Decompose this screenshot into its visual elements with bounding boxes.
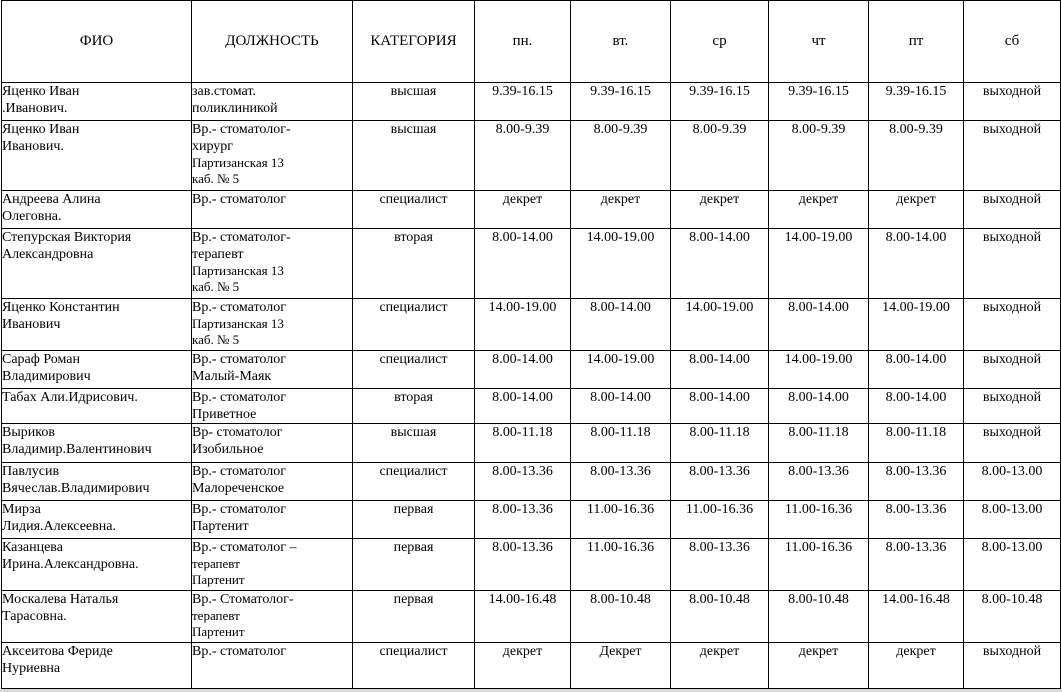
cell-fio	[2, 191, 192, 229]
position-line: каб. № 5	[192, 279, 240, 294]
cell-category: высшая	[353, 121, 475, 191]
cell-friday: 14.00-19.00	[869, 299, 964, 351]
cell-tuesday: Декрет	[571, 643, 671, 689]
cell-monday: 8.00-11.18	[475, 424, 571, 463]
table-row	[2, 83, 1061, 121]
table-row	[2, 121, 1061, 191]
cell-category: первая	[353, 501, 475, 539]
fio-line: Москалева Наталья	[2, 592, 119, 607]
cell-category: специалист	[353, 351, 475, 389]
position-line: Вр.- стоматолог	[192, 352, 286, 367]
cell-thursday: 8.00-10.48	[769, 591, 869, 643]
cell-wednesday: 8.00-13.36	[671, 539, 769, 591]
position-line: зав.стомат.	[192, 84, 256, 99]
position-line: хирург	[192, 139, 234, 154]
schedule-body	[2, 83, 1061, 689]
table-row	[2, 299, 1061, 351]
cell-wednesday: декрет	[671, 191, 769, 229]
position-line: Вр.- стоматолог	[192, 390, 286, 405]
header-monday: пн.	[475, 1, 571, 83]
cell-category: специалист	[353, 463, 475, 501]
cell-thursday: 14.00-19.00	[769, 229, 869, 299]
cell-friday: 8.00-14.00	[869, 389, 964, 424]
cell-category: вторая	[353, 229, 475, 299]
cell-wednesday: 8.00-11.18	[671, 424, 769, 463]
cell-position	[192, 591, 353, 643]
table-row	[2, 191, 1061, 229]
cell-position	[192, 643, 353, 689]
header-position: ДОЛЖНОСТЬ	[192, 1, 353, 83]
fio-line: Олеговна.	[2, 209, 62, 224]
cell-monday: 8.00-9.39	[475, 121, 571, 191]
position-line: Вр.- Стоматолог-	[192, 592, 294, 607]
position-line: Партенит	[192, 624, 245, 639]
header-row	[2, 1, 1061, 83]
cell-wednesday: 8.00-10.48	[671, 591, 769, 643]
cell-fio	[2, 229, 192, 299]
cell-fio	[2, 591, 192, 643]
position-line: терапевт	[192, 247, 244, 262]
position-line: Изобильное	[192, 442, 264, 457]
cell-position	[192, 389, 353, 424]
position-line: Вр- стоматолог	[192, 425, 283, 440]
position-line: терапевт	[192, 608, 240, 623]
cell-friday: 8.00-14.00	[869, 351, 964, 389]
position-line: Вр.- стоматолог-	[192, 230, 291, 245]
position-line: Малый-Маяк	[192, 369, 272, 384]
cell-saturday: выходной	[964, 389, 1061, 424]
table-row	[2, 591, 1061, 643]
cell-tuesday: 8.00-11.18	[571, 424, 671, 463]
cell-position	[192, 501, 353, 539]
fio-line: Мирза	[2, 502, 41, 517]
cell-monday: 9.39-16.15	[475, 83, 571, 121]
header-fio: ФИО	[2, 1, 192, 83]
cell-friday: 8.00-13.36	[869, 501, 964, 539]
header-thursday: чт	[769, 1, 869, 83]
cell-saturday: 8.00-13.00	[964, 463, 1061, 501]
cell-monday: 14.00-16.48	[475, 591, 571, 643]
position-line: Вр.- стоматолог	[192, 644, 286, 659]
cell-wednesday: 8.00-14.00	[671, 351, 769, 389]
position-line: Партизанская 13	[192, 155, 284, 170]
table-row	[2, 424, 1061, 463]
position-line: Партизанская 13	[192, 316, 284, 331]
cell-friday: 9.39-16.15	[869, 83, 964, 121]
cell-fio	[2, 389, 192, 424]
cell-category: первая	[353, 591, 475, 643]
position-line: Малореченское	[192, 481, 285, 496]
cell-wednesday: декрет	[671, 643, 769, 689]
cell-fio	[2, 463, 192, 501]
cell-saturday: выходной	[964, 424, 1061, 463]
cell-wednesday: 8.00-13.36	[671, 463, 769, 501]
cell-position	[192, 83, 353, 121]
fio-line: Вячеслав.Владимирович	[2, 481, 150, 496]
fio-line: Табах Али.Идрисович.	[2, 390, 138, 405]
cell-saturday: выходной	[964, 229, 1061, 299]
fio-line: Ирина.Александровна.	[2, 557, 139, 572]
cell-saturday: выходной	[964, 643, 1061, 689]
cell-tuesday: 8.00-9.39	[571, 121, 671, 191]
position-line: терапевт	[192, 556, 240, 571]
fio-line: Андреева Алина	[2, 192, 101, 207]
fio-line: Лидия.Алексеевна.	[2, 519, 116, 534]
table-row	[2, 351, 1061, 389]
cell-fio	[2, 643, 192, 689]
cell-friday: 14.00-16.48	[869, 591, 964, 643]
cell-fio	[2, 539, 192, 591]
fio-line: Яценко Иван	[2, 84, 80, 99]
cell-category: специалист	[353, 299, 475, 351]
cell-monday: декрет	[475, 191, 571, 229]
header-wednesday: ср	[671, 1, 769, 83]
cell-fio	[2, 83, 192, 121]
cell-thursday: декрет	[769, 643, 869, 689]
cell-tuesday: 11.00-16.36	[571, 501, 671, 539]
header-saturday: сб	[964, 1, 1061, 83]
fio-line: Степурская Виктория	[2, 230, 132, 245]
cell-category: специалист	[353, 643, 475, 689]
position-line: Партизанская 13	[192, 263, 284, 278]
cell-tuesday: 8.00-14.00	[571, 299, 671, 351]
cell-thursday: 11.00-16.36	[769, 501, 869, 539]
cell-friday: 8.00-13.36	[869, 539, 964, 591]
table-row	[2, 643, 1061, 689]
position-line: Вр.- стоматолог	[192, 192, 286, 207]
position-line: Партенит	[192, 572, 245, 587]
cell-tuesday: 14.00-19.00	[571, 229, 671, 299]
table-row	[2, 389, 1061, 424]
position-line: Вр.- стоматолог	[192, 464, 286, 479]
fio-line: .Иванович.	[2, 101, 68, 116]
fio-line: Александровна	[2, 247, 94, 262]
header-tuesday: вт.	[571, 1, 671, 83]
cell-monday: 14.00-19.00	[475, 299, 571, 351]
cell-category: высшая	[353, 424, 475, 463]
position-line: каб. № 5	[192, 332, 240, 347]
cell-saturday: 8.00-10.48	[964, 591, 1061, 643]
cell-friday: декрет	[869, 191, 964, 229]
cell-wednesday: 9.39-16.15	[671, 83, 769, 121]
cell-wednesday: 11.00-16.36	[671, 501, 769, 539]
cell-thursday: 8.00-11.18	[769, 424, 869, 463]
cell-category: первая	[353, 539, 475, 591]
cell-fio	[2, 121, 192, 191]
header-category: КАТЕГОРИЯ	[353, 1, 475, 83]
table-row	[2, 229, 1061, 299]
cell-thursday: 8.00-13.36	[769, 463, 869, 501]
position-line: Партенит	[192, 519, 249, 534]
cell-friday: 8.00-9.39	[869, 121, 964, 191]
cell-friday: 8.00-13.36	[869, 463, 964, 501]
cell-friday: 8.00-14.00	[869, 229, 964, 299]
cell-thursday: декрет	[769, 191, 869, 229]
cell-tuesday: 11.00-16.36	[571, 539, 671, 591]
cell-fio	[2, 299, 192, 351]
cell-tuesday: 8.00-10.48	[571, 591, 671, 643]
cell-position	[192, 539, 353, 591]
cell-wednesday: 8.00-9.39	[671, 121, 769, 191]
position-line: Вр.- стоматолог –	[192, 540, 297, 555]
cell-tuesday: 14.00-19.00	[571, 351, 671, 389]
cell-saturday: выходной	[964, 121, 1061, 191]
cell-saturday: выходной	[964, 351, 1061, 389]
fio-line: Выриков	[2, 425, 55, 440]
cell-wednesday: 8.00-14.00	[671, 229, 769, 299]
cell-friday: декрет	[869, 643, 964, 689]
fio-line: Иванович.	[2, 139, 64, 154]
cell-category: высшая	[353, 83, 475, 121]
table-row	[2, 539, 1061, 591]
cell-thursday: 8.00-9.39	[769, 121, 869, 191]
cell-saturday: 8.00-13.00	[964, 539, 1061, 591]
cell-fio	[2, 424, 192, 463]
schedule-table	[1, 0, 1061, 689]
cell-monday: декрет	[475, 643, 571, 689]
fio-line: Аксеитова Фериде	[2, 644, 113, 659]
cell-tuesday: 8.00-14.00	[571, 389, 671, 424]
fio-line: Павлусив	[2, 464, 60, 479]
cell-monday: 8.00-14.00	[475, 229, 571, 299]
cell-thursday: 8.00-14.00	[769, 389, 869, 424]
cell-position	[192, 121, 353, 191]
cell-friday: 8.00-11.18	[869, 424, 964, 463]
cell-position	[192, 463, 353, 501]
cell-fio	[2, 501, 192, 539]
position-line: Вр.- стоматолог	[192, 300, 286, 315]
cell-thursday: 8.00-14.00	[769, 299, 869, 351]
cell-monday: 8.00-13.36	[475, 501, 571, 539]
cell-saturday: выходной	[964, 299, 1061, 351]
position-line: Приветное	[192, 407, 257, 422]
fio-line: Иванович	[2, 317, 61, 332]
cell-wednesday: 14.00-19.00	[671, 299, 769, 351]
cell-tuesday: декрет	[571, 191, 671, 229]
cell-saturday: выходной	[964, 191, 1061, 229]
cell-saturday: 8.00-13.00	[964, 501, 1061, 539]
position-line: Вр.- стоматолог-	[192, 122, 291, 137]
fio-line: Владимирович	[2, 369, 91, 384]
fio-line: Тарасовна.	[2, 609, 67, 624]
cell-category: вторая	[353, 389, 475, 424]
fio-line: Владимир.Валентинович	[2, 442, 152, 457]
fio-line: Яценко Иван	[2, 122, 80, 137]
cell-position	[192, 424, 353, 463]
position-line: поликлиникой	[192, 101, 278, 116]
fio-line: Сараф Роман	[2, 352, 80, 367]
cell-wednesday: 8.00-14.00	[671, 389, 769, 424]
cell-thursday: 9.39-16.15	[769, 83, 869, 121]
cell-monday: 8.00-14.00	[475, 389, 571, 424]
cell-monday: 8.00-13.36	[475, 539, 571, 591]
table-row	[2, 501, 1061, 539]
position-line: Вр.- стоматолог	[192, 502, 286, 517]
cell-fio	[2, 351, 192, 389]
fio-line: Казанцева	[2, 540, 63, 555]
cell-position	[192, 191, 353, 229]
position-line: каб. № 5	[192, 171, 240, 186]
table-row	[2, 463, 1061, 501]
cell-position	[192, 229, 353, 299]
cell-saturday: выходной	[964, 83, 1061, 121]
cell-category: специалист	[353, 191, 475, 229]
cell-monday: 8.00-14.00	[475, 351, 571, 389]
cell-monday: 8.00-13.36	[475, 463, 571, 501]
header-friday: пт	[869, 1, 964, 83]
fio-line: Яценко Константин	[2, 300, 120, 315]
cell-position	[192, 299, 353, 351]
cell-thursday: 11.00-16.36	[769, 539, 869, 591]
fio-line: Нуриевна	[2, 661, 61, 676]
cell-position	[192, 351, 353, 389]
cell-tuesday: 8.00-13.36	[571, 463, 671, 501]
cell-tuesday: 9.39-16.15	[571, 83, 671, 121]
cell-thursday: 14.00-19.00	[769, 351, 869, 389]
